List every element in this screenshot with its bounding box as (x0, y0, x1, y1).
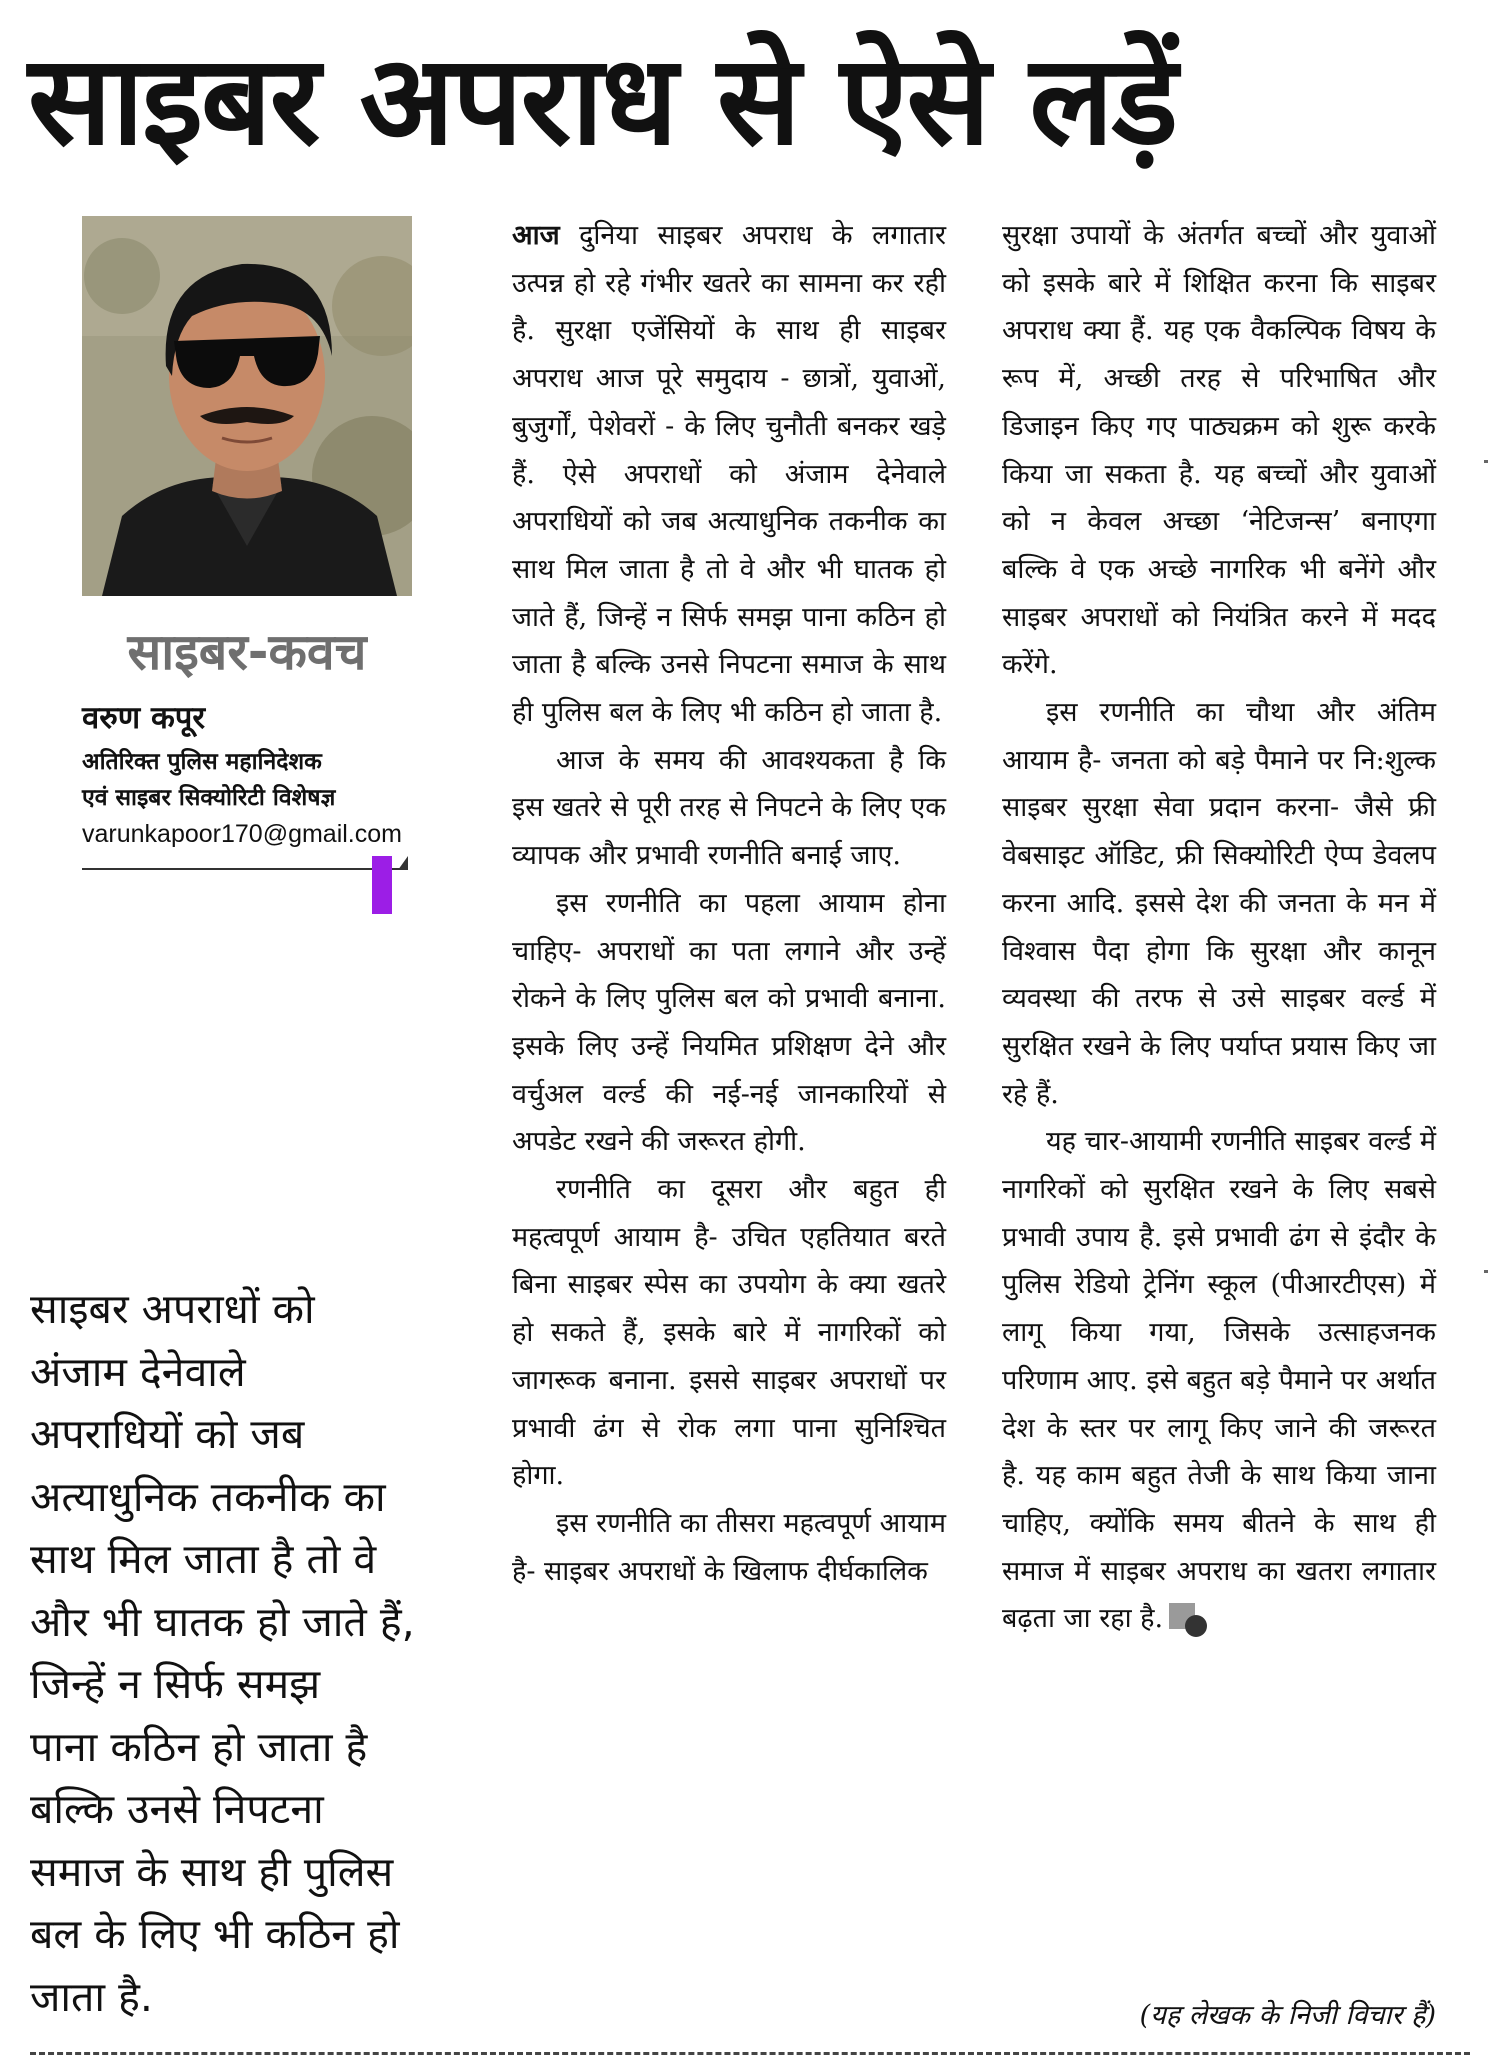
paragraph-text: दुनिया साइबर अपराध के लगातार उत्पन्न हो रहे गंभीर खतरे का सामना कर रही है. सुरक्षा एजेंसियों के साथ ही साइबर अपराध आज पूरे समुदाय - छात्रों, युवाओं, बुजुर्गों, पेशेवरों - के लिए चुनौती बनकर खड़े हैं. ऐसे अपराधों को अंजाम देनेवाले अपराधियों को जब अत्याधुनिक तकनीक का साथ मिल जाता है तो वे और भी घातक हो जाते हैं, जिन्हें न सिर्फ समझ पाना कठिन हो जाता है बल्कि उनसे निपटना समाज के साथ ही पुलिस बल के लिए भी कठिन हो जाता है. (512, 220, 946, 729)
edge-mark (1484, 1270, 1488, 1273)
pullquote (30, 1278, 458, 2028)
pullquote-line: अंजाम देनेवाले (30, 1347, 246, 1396)
article-paragraph (1002, 1118, 1436, 1643)
pullquote-line: और भी घातक हो जाते हैं, (30, 1597, 415, 1646)
edge-mark (1484, 460, 1488, 463)
article-paragraph: रणनीति का दूसरा और बहुत ही महत्वपूर्ण आयाम है- उचित एहतियात बरते बिना साइबर स्पेस का उपयोग के क्या खतरे हो सकते हैं, इसके बारे में नागरिकों को जागरूक बनाना. इससे साइबर अपराधों पर प्रभावी ढंग से रोक लगा पाना सुनिश्चित होगा. (512, 1174, 946, 1492)
author-role-secondary: एवं साइबर सिक्योरिटी विशेषज्ञ (82, 785, 336, 811)
column-name: साइबर-कवच (127, 623, 367, 681)
pullquote-line: साथ मिल जाता है तो वे (30, 1535, 377, 1583)
pullquote-line: जाता है. (30, 1972, 153, 2021)
byline-divider (82, 868, 404, 870)
author-role: अतिरिक्त पुलिस महानिदेशक (82, 749, 322, 775)
headline: साइबर अपराध से ऐसे लड़ें (28, 29, 1176, 173)
paragraph-text: यह चार-आयामी रणनीति साइबर वर्ल्ड में नागरिकों को सुरक्षित रखने के लिए सबसे प्रभावी उपाय है. इसे प्रभावी ढंग से इंदौर के पुलिस रेडियो ट्रेनिंग स्कूल (पीआरटीएस) में लागू किया गया, जिसके उत्साहजनक परिणाम आए. इसे बहुत बड़े पैमाने पर अर्थात देश के स्तर पर लागू किए जाने की जरूरत है. यह काम बहुत तेजी के साथ किया जाना चाहिए, क्योंकि समय बीतने के साथ ही समाज में साइबर अपराध का खतरा लगातार बढ़ता जा रहा है. (1002, 1126, 1436, 1635)
lead-word: आज (512, 220, 560, 251)
article-paragraph (512, 212, 946, 737)
author-photo (82, 216, 412, 596)
pullquote-line: पाना कठिन हो जाता है (30, 1722, 368, 1771)
article-paragraph: इस रणनीति का तीसरा महत्वपूर्ण आयाम है- साइबर अपराधों के खिलाफ दीर्घकालिक (512, 1507, 946, 1587)
bottom-divider (30, 2052, 1470, 2055)
accent-bar (372, 856, 392, 914)
pullquote-line: बल्कि उनसे निपटना (30, 1785, 324, 1833)
author-name: वरुण कपूर (82, 700, 206, 736)
pullquote-line: बल के लिए भी कठिन हो (30, 1910, 400, 1958)
pullquote-line: अत्याधुनिक तकनीक का (30, 1472, 386, 1521)
article-column-1 (512, 212, 946, 1595)
byline-divider-tip (398, 856, 408, 870)
article-column-2 (1002, 212, 1436, 1643)
author-portrait-image (82, 216, 412, 596)
article-paragraph: इस रणनीति का चौथा और अंतिम आयाम है- जनता को बड़े पैमाने पर नि:शुल्क साइबर सुरक्षा सेवा प्रदान करना- जैसे फ्री वेबसाइट ऑडिट, फ्री सिक्योरिटी ऐप्प डेवलप करना आदि. इससे देश की जनता के मन में विश्वास पैदा होगा कि सुरक्षा और कानून व्यवस्था की तरफ से उसे साइबर वर्ल्ड में सुरक्षित रखने के लिए पर्याप्त प्रयास किए जा रहे हैं. (1002, 697, 1436, 1110)
article-paragraph: सुरक्षा उपायों के अंतर्गत बच्चों और युवाओं को इसके बारे में शिक्षित करना कि साइबर अपराध क्या हैं. यह एक वैकल्पिक विषय के रूप में, अच्छी तरह से परिभाषित और डिजाइन किए गए पाठ्यक्रम को शुरू करके किया जा सकता है. यह बच्चों और युवाओं को न केवल अच्छा ‘नेटिजन्स’ बनाएगा बल्कि वे एक अच्छे नागरिक भी बनेंगे और साइबर अपराधों को नियंत्रित करने में मदद करेंगे. (1002, 220, 1436, 681)
article-paragraph: आज के समय की आवश्यकता है कि इस खतरे से पूरी तरह से निपटने के लिए एक व्यापक और प्रभावी रणनीति बनाई जाए. (512, 744, 946, 872)
pullquote-line: साइबर अपराधों को (30, 1285, 315, 1333)
pullquote-line: समाज के साथ ही पुलिस (30, 1847, 394, 1896)
pullquote-line: अपराधियों को जब (30, 1410, 305, 1458)
author-email[interactable]: varunkapoor170@gmail.com (82, 820, 402, 848)
disclaimer: (यह लेखक के निजी विचार हैं) (1139, 2000, 1436, 2031)
end-mark-icon (1169, 1603, 1195, 1629)
pullquote-line: जिन्हें न सिर्फ समझ (30, 1660, 321, 1708)
article-paragraph: इस रणनीति का पहला आयाम होना चाहिए- अपराधों का पता लगाने और उन्हें रोकने के लिए पुलिस बल को प्रभावी बनाना. इसके लिए उन्हें नियमित प्रशिक्षण देने और वर्चुअल वर्ल्ड की नई-नई जानकारियों से अपडेट रखने की जरूरत होगी. (512, 887, 946, 1158)
